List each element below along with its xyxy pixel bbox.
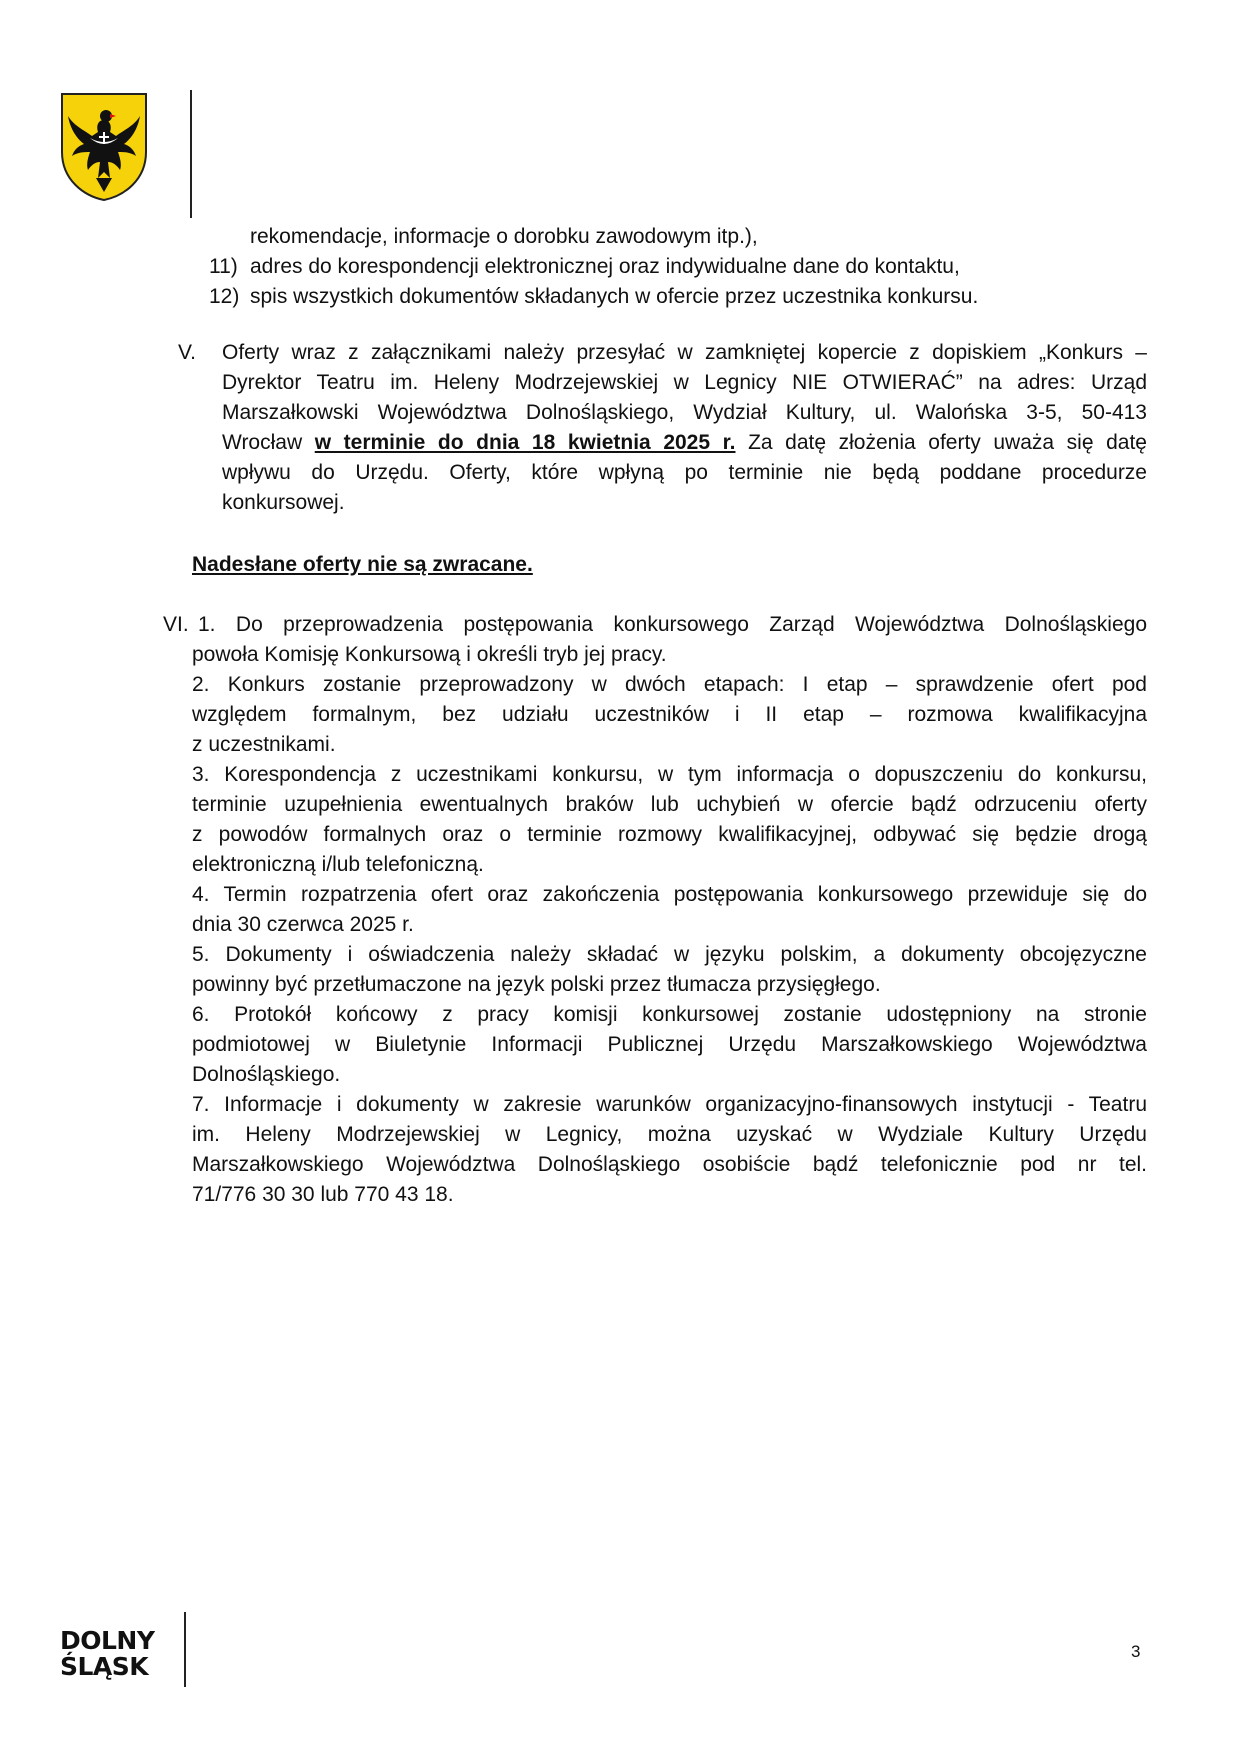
- section-v-line-4-end: Za datę złożenia oferty uważa się datę: [735, 431, 1147, 454]
- page-number: 3: [1131, 1642, 1141, 1661]
- footer-divider: [184, 1612, 186, 1687]
- list-item-10-continuation: rekomendacje, informacje o dorobku zawodowym itp.),: [250, 225, 758, 248]
- section-vi-p4-line-2: dnia 30 czerwca 2025 r.: [192, 913, 414, 936]
- section-vi-p5-line-2: powinny być przetłumaczone na język polski przez tłumacza przysięgłego.: [192, 973, 881, 996]
- list-item-12-text: spis wszystkich dokumentów składanych w ofercie przez uczestnika konkursu.: [250, 285, 979, 308]
- silesia-eagle-crest-icon: [60, 92, 148, 202]
- list-item-12-number: 12): [209, 285, 240, 308]
- section-vi-p7-line-3: Marszałkowskiego Województwa Dolnośląskiego osobiście bądź telefonicznie pod nr tel.: [192, 1153, 1147, 1176]
- section-vi-p3-line-2: terminie uzupełnienia ewentualnych braków lub uchybień w ofercie bądź odrzuceniu oferty: [192, 793, 1147, 816]
- section-v-line-2: Dyrektor Teatru im. Heleny Modrzejewskiej w Legnicy NIE OTWIERAĆ” na adres: Urząd: [222, 371, 1147, 394]
- section-vi-p6-line-3: Dolnośląskiego.: [192, 1063, 341, 1086]
- section-vi-p2-line-2: względem formalnym, bez udziału uczestników i II etap – rozmowa kwalifikacyjna: [192, 703, 1147, 726]
- section-vi-p5-line-1: 5. Dokumenty i oświadczenia należy składać w języku polskim, a dokumenty obcojęzyczne: [192, 943, 1147, 966]
- section-vi-p2-line-1: 2. Konkurs zostanie przeprowadzony w dwóch etapach: I etap – sprawdzenie ofert pod: [192, 673, 1147, 696]
- section-vi-p2-line-3: z uczestnikami.: [192, 733, 336, 756]
- section-v-line-6: konkursowej.: [222, 491, 345, 514]
- section-v-line-5: wpływu do Urzędu. Oferty, które wpłyną po terminie nie będą poddane procedurze: [222, 461, 1147, 484]
- section-v-number: V.: [178, 341, 196, 364]
- section-vi-p3-line-3: z powodów formalnych oraz o terminie rozmowy kwalifikacyjnej, odbywać się będzie drogą: [192, 823, 1147, 846]
- section-v-line-1: Oferty wraz z załącznikami należy przesyłać w zamkniętej kopercie z dopiskiem „Konkurs –: [222, 341, 1147, 364]
- section-vi-p1-line-1: 1. Do przeprowadzenia postępowania konkursowego Zarząd Województwa Dolnośląskiego: [198, 613, 1147, 636]
- section-v-line-4-start: Wrocław: [222, 431, 315, 454]
- section-vi-p3-line-1: 3. Korespondencja z uczestnikami konkursu, w tym informacja o dopuszczeniu do konkursu,: [192, 763, 1147, 786]
- section-vi-p4-line-1: 4. Termin rozpatrzenia ofert oraz zakończenia postępowania konkursowego przewiduje się do: [192, 883, 1147, 906]
- header-divider: [190, 90, 192, 218]
- section-v-line-4: [222, 428, 1147, 458]
- list-item-11-number: 11): [209, 255, 238, 278]
- section-vi-number: VI.: [163, 613, 189, 636]
- offers-not-returned-notice: Nadesłane oferty nie są zwracane.: [192, 553, 533, 576]
- section-vi-p6-line-1: 6. Protokół końcowy z pracy komisji konkursowej zostanie udostępniony na stronie: [192, 1003, 1147, 1026]
- section-vi-p1-line-2: powoła Komisję Konkursową i określi tryb jej pracy.: [192, 643, 667, 666]
- section-vi-p7-line-1: 7. Informacje i dokumenty w zakresie warunków organizacyjno-finansowych instytucji - Teatru: [192, 1093, 1147, 1116]
- logo-line-1: DOLNY: [60, 1626, 155, 1655]
- section-vi-p6-line-2: podmiotowej w Biuletynie Informacji Publicznej Urzędu Marszałkowskiego Województwa: [192, 1033, 1147, 1056]
- section-v-line-3: Marszałkowski Województwa Dolnośląskiego, Wydział Kultury, ul. Walońska 3-5, 50-413: [222, 401, 1147, 424]
- deadline-text: w terminie do dnia 18 kwietnia 2025 r.: [314, 431, 736, 454]
- list-item-11-text: adres do korespondencji elektronicznej oraz indywidualne dane do kontaktu,: [250, 255, 960, 278]
- section-vi-p7-line-2: im. Heleny Modrzejewskiej w Legnicy, można uzyskać w Wydziale Kultury Urzędu: [192, 1123, 1147, 1146]
- section-vi-p3-line-4: elektroniczną i/lub telefoniczną.: [192, 853, 484, 876]
- section-vi-p7-line-4: 71/776 30 30 lub 770 43 18.: [192, 1183, 454, 1206]
- dolny-slask-logo: [60, 1628, 154, 1680]
- logo-line-2: ŚLĄSK: [60, 1652, 149, 1681]
